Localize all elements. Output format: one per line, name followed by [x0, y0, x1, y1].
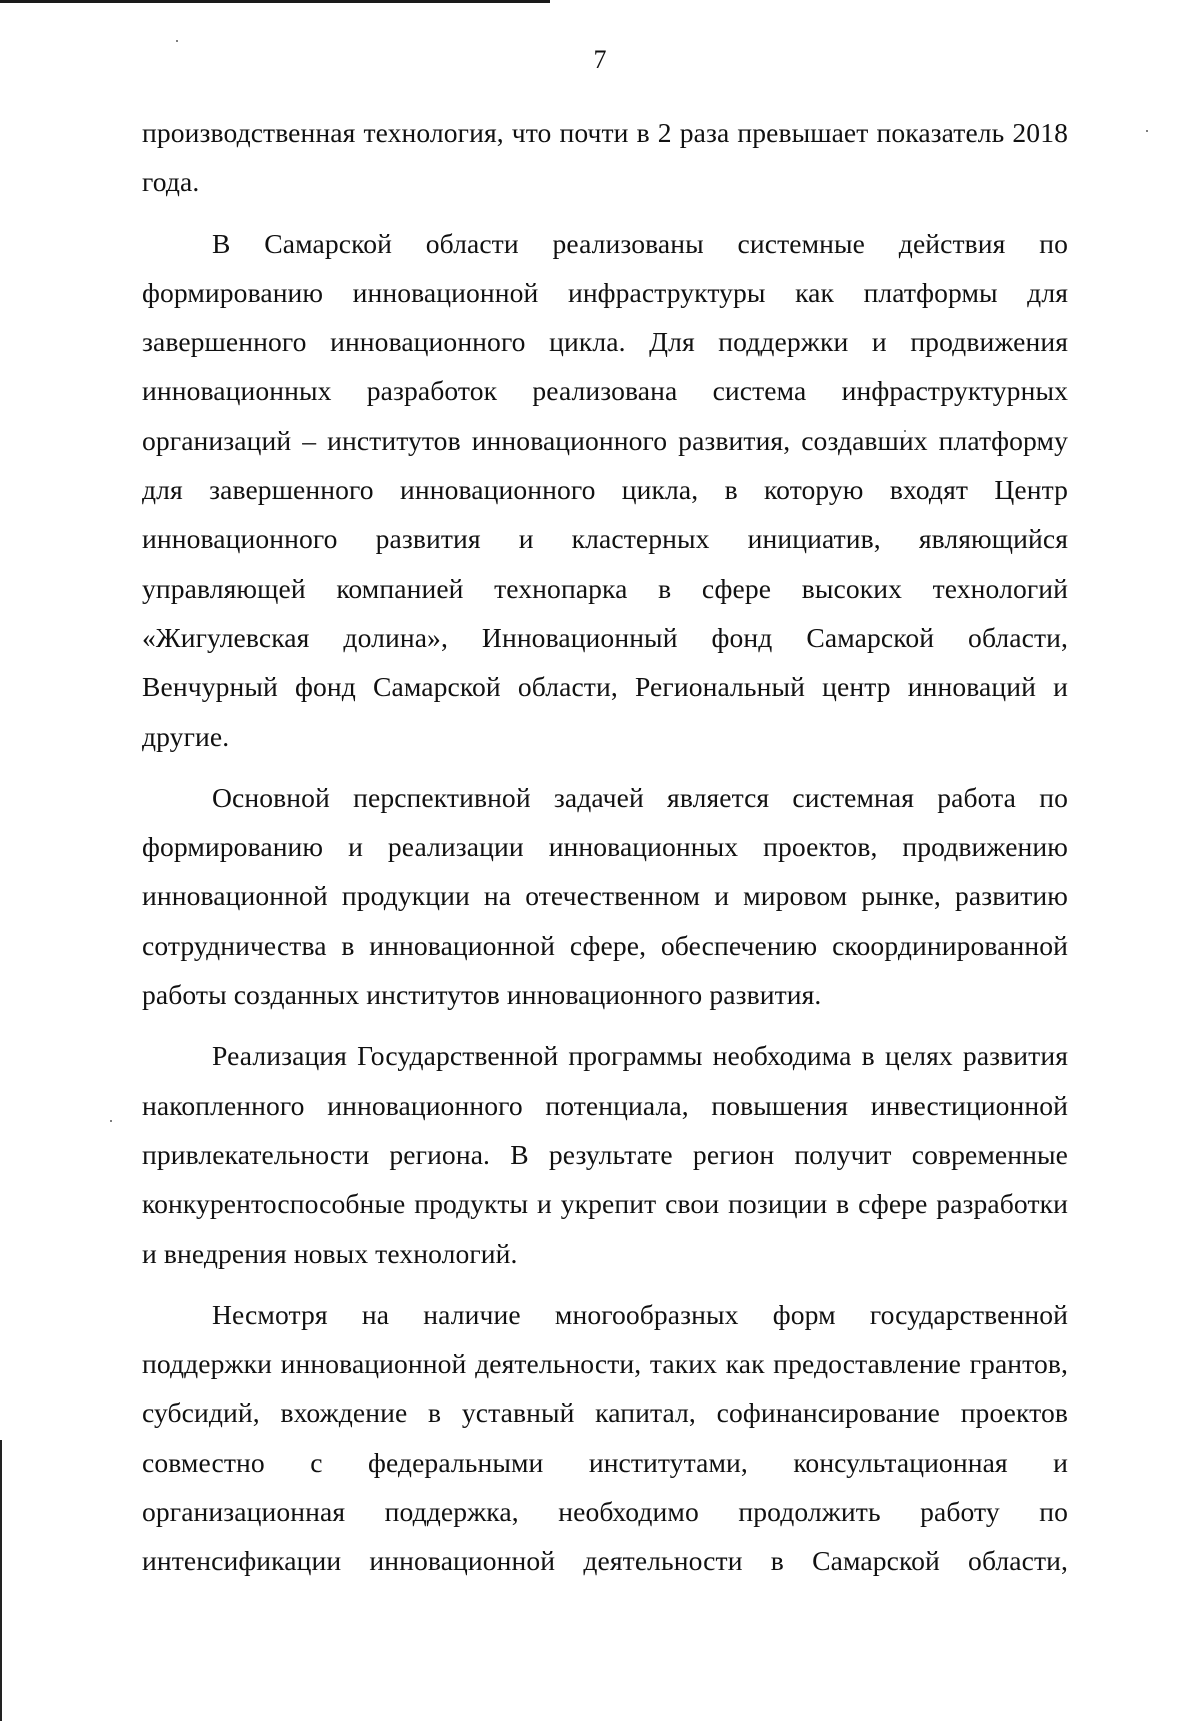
paragraph-main-task: Основной перспективной задачей является системная работа по формированию и реализации инновационных проектов, продвижению инновационной продукции на отечественном и мировом рынке, развитию сотрудничества в инновационной сфере, обеспечению скоординированной работы созданных институтов инновационного развития. — [142, 781, 1068, 1011]
scan-speck — [176, 40, 178, 42]
paragraph-program-implementation: Реализация Государственной программы необходима в целях развития накопленного инновационного потенциала, повышения инвестиционной привлекательности региона. В результате регион получит современные конкурентоспособные продукты и укрепит свои позиции в сфере разработки и внедрения новых технологий. — [142, 1040, 1068, 1269]
paragraph-innovation-infrastructure: В Самарской области реализованы системные действия по формированию инновационной инфраструктуры как платформы для завершенного инновационного цикла. Для поддержки и продвижения инновационных разработок реализована система инфраструктурных организаций – институтов инновационного развития, создавших платформу для завершенного инновационного цикла, в которую входят Центр инновационного развития и кластерных инициатив, являющийся управляющей компанией технопарка в сфере высоких технологий «Жигулевская долина», Инновационный фонд Самарской области, Венчурный фонд Самарской области, Региональный центр инноваций и другие. — [142, 227, 1068, 752]
scan-speck — [1146, 130, 1148, 132]
scan-edge-left — [0, 1440, 2, 1721]
paragraph-state-support: Несмотря на наличие многообразных форм государственной поддержки инновационной деятельности, таких как предоставление грантов, субсидий, вхождение в уставный капитал, софинансирование проектов совместно с федеральными институтами, консультационная и организационная поддержка, необходимо продолжить работу по интенсификации инновационной деятельности в Самарской области, — [142, 1298, 1068, 1577]
scan-speck — [110, 1120, 112, 1122]
page-number: 7 — [593, 45, 607, 74]
scan-edge-top — [0, 0, 550, 3]
paragraph-continuation: производственная технология, что почти в 2 раза превышает показатель 2018 года. — [142, 117, 1068, 198]
document-body — [142, 108, 1068, 1598]
